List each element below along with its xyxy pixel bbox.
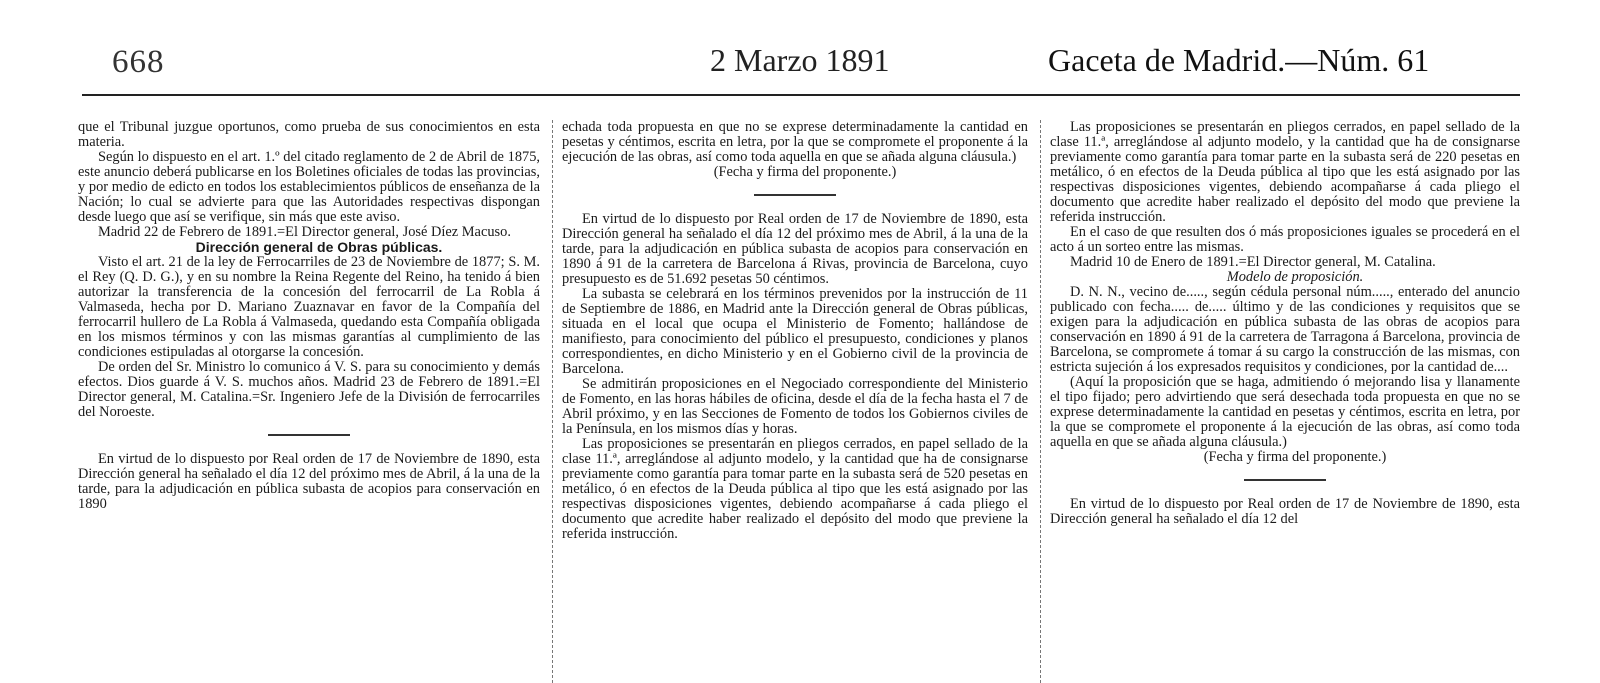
paragraph: En el caso de que resulten dos ó más proposiciones iguales se procederá en el acto á un sorteo entre las mismas. (1050, 224, 1520, 255)
column-2 (562, 120, 1028, 683)
paragraph: En virtud de lo dispuesto por Real orden de 17 de Noviembre de 1890, esta Dirección general ha señalado el día 12 del próximo mes de Abril, á la una de la tarde, para la adjudicación en pública subasta de acopios para conservación en 1890 á 91 de la carretera de Barcelona á Rivas, provincia de Barcelona, cuyo presupuesto es de 51.692 pesetas 50 céntimos. (562, 211, 1028, 287)
section-separator (1244, 479, 1326, 481)
paragraph: Se admitirán proposiciones en el Negociado correspondiente del Ministerio de Fomento, en las horas hábiles de oficina, desde el día de la fecha hasta el 7 de Abril próximo, y en las Secciones de Fomento de todos los Gobiernos civiles de la Península, en los mismos días y horas. (562, 376, 1028, 437)
paragraph: Madrid 10 de Enero de 1891.=El Director general, M. Catalina. (1070, 254, 1436, 270)
header-rule (82, 94, 1520, 96)
paragraph: (Aquí la proposición que se haga, admitiendo ó mejorando lisa y llanamente el tipo fijado; pero advirtiendo que será desechada toda propuesta en que no se exprese determinadamente la cantidad en pesetas y céntimos, escrita en letra, por la que se compromete el proponente á la ejecución de las obras, así como toda aquella en que se añada alguna cláusula.) (1050, 374, 1520, 450)
section-separator (268, 434, 350, 436)
paragraph: En virtud de lo dispuesto por Real orden de 17 de Noviembre de 1890, esta Dirección general ha señalado el día 12 del próximo mes de Abril, á la una de la tarde, para la adjudicación en pública subasta de acopios para conservación en 1890 (78, 451, 540, 512)
paragraph: que el Tribunal juzgue oportunos, como prueba de sus conocimientos en esta materia. (78, 120, 540, 150)
column-3 (1050, 120, 1520, 683)
paragraph: echada toda propuesta en que no se exprese determinadamente la cantidad en pesetas y céntimos, escrita en letra, por la que se compromete el proponente á la ejecución de las obras, así como toda aquella en que se añada alguna cláusula.) (562, 120, 1028, 165)
column-divider (552, 120, 553, 683)
paragraph: En virtud de lo dispuesto por Real orden de 17 de Noviembre de 1890, esta Dirección general ha señalado el día 12 del (1050, 496, 1520, 527)
masthead-title: Gaceta de Madrid.—Núm. 61 (1048, 42, 1430, 78)
column-1 (78, 120, 540, 683)
paragraph: Las proposiciones se presentarán en pliegos cerrados, en papel sellado de la clase 11.ª, arreglándose al adjunto modelo, y la cantidad que ha de consignarse previamente como garantía para tomar parte en la subasta será de 520 pesetas en metálico, ó en efectos de la Deuda pública al tipo que les está asignado por las respectivas disposiciones vigentes, debiendo acompañarse á cada pliego el documento que acredite haber realizado el depósito del modo que previene la referida instrucción. (562, 436, 1028, 542)
paragraph: Madrid 22 de Febrero de 1891.=El Director general, José Díez Macuso. (98, 224, 511, 240)
column-divider (1040, 120, 1041, 683)
issue-date: 2 Marzo 1891 (710, 42, 890, 78)
section-separator (754, 194, 836, 196)
model-heading: Modelo de proposición. (1226, 269, 1364, 285)
paragraph: Según lo dispuesto en el art. 1.º del citado reglamento de 2 de Abril de 1875, este anuncio deberá publicarse en los Boletines oficiales de todas las provincias, y por medio de edicto en todos los establecimientos públicos de enseñanza de la Nación; lo cual se advierte para que las Autoridades respectivas dispongan desde luego que así se verifique, sin más que este aviso. (78, 149, 540, 225)
paragraph: La subasta se celebrará en los términos prevenidos por la instrucción de 11 de Septiembre de 1886, en Madrid ante la Dirección general de Obras públicas, situada en el local que ocupa el Ministerio de Fomento; hallándose de manifiesto, para conocimiento del público el presupuesto, condiciones y planos correspondientes, en dicho Ministerio y en el Gobierno civil de la provincia de Barcelona. (562, 286, 1028, 377)
page-header (0, 0, 1600, 100)
page-number: 668 (112, 44, 165, 80)
paragraph: Las proposiciones se presentarán en pliegos cerrados, en papel sellado de la clase 11.ª, arreglándose al adjunto modelo, y la cantidad que ha de consignarse previamente como garantía para tomar parte en la subasta será de 220 pesetas en metálico, ó en efectos de la Deuda pública al tipo que les está asignado por las respectivas disposiciones vigentes, debiendo acompañarse á cada pliego el documento que acredite haber realizado el depósito del modo que previene la referida instrucción. (1050, 120, 1520, 225)
section-heading: Dirección general de Obras públicas. (195, 239, 443, 255)
signature-line: (Fecha y firma del proponente.) (713, 164, 897, 180)
paragraph: Visto el art. 21 de la ley de Ferrocarriles de 23 de Noviembre de 1877; S. M. el Rey (Q. D. G.), y en su nombre la Reina Regente del Reino, ha tenido á bien autorizar la transferencia de la concesión del ferrocarril de La Robla á Valmaseda, hecha por D. Mariano Zuaznavar en favor de la Compañía del ferrocarril hullero de La Robla á Valmaseda, quedando esta Compañía obligada en los mismos términos y con las mismas garantías al cumplimiento de las condiciones estipuladas al otorgarse la concesión. (78, 254, 540, 360)
paragraph: D. N. N., vecino de....., según cédula personal núm....., enterado del anuncio publicado con fecha..... de..... último y de las condiciones y requisitos que se exigen para la adjudicación en pública subasta de las obras de acopios para conservación en 1890 á 91 de la carretera de Tarragona á Barcelona, provincia de Barcelona, se compromete á tomar á su cargo la construcción de las mismas, con estricta sujeción á los expresados requisitos y condiciones, por la cantidad de.... (1050, 284, 1520, 375)
paragraph: De orden del Sr. Ministro lo comunico á V. S. para su conocimiento y demás efectos. Dios guarde á V. S. muchos años. Madrid 23 de Febrero de 1891.=El Director general, M. Catalina.=Sr. Ingeniero Jefe de la División de ferrocarriles del Noroeste. (78, 359, 540, 420)
signature-line: (Fecha y firma del proponente.) (1203, 449, 1387, 465)
